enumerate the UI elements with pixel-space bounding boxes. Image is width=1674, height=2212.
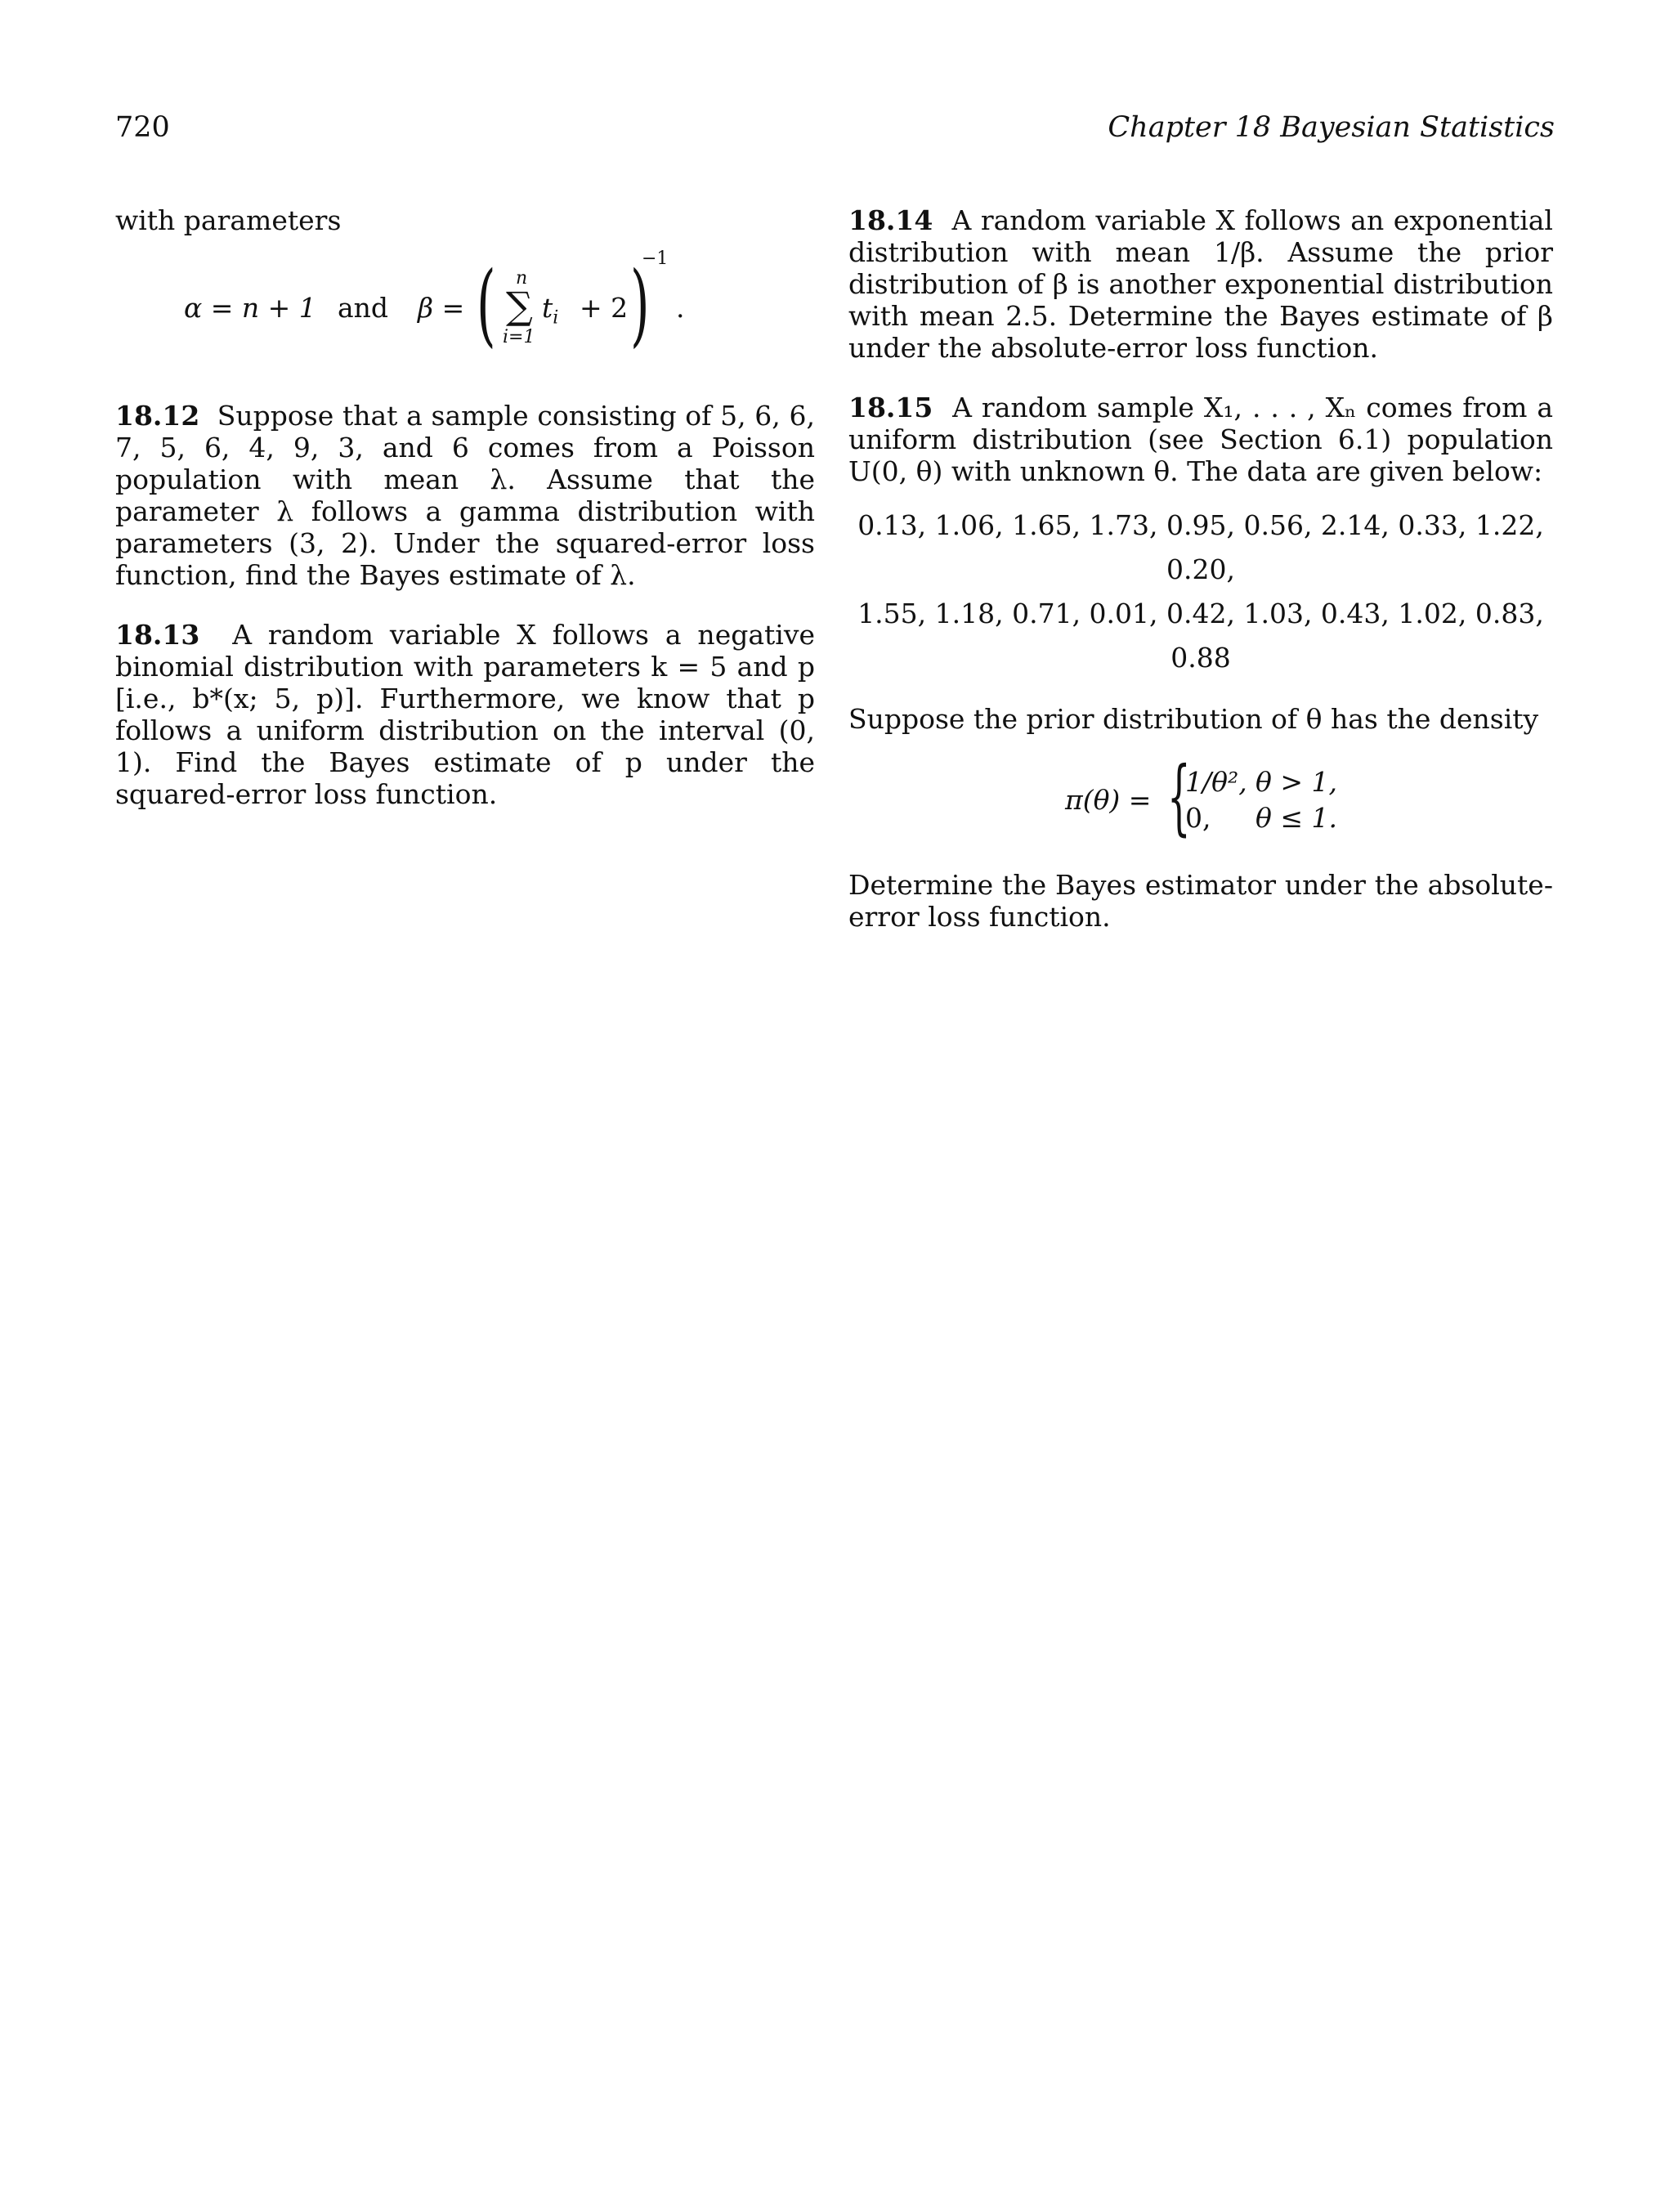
problem-18-14: 18.14 A random variable X follows an exponential distribution with mean 1/β. Assume the prior distribution of β is another exponential distribution with mean 2.5. Determine the Bayes estimate of β under the absolute-error loss function. (848, 204, 1553, 364)
right-parenthesis: ) (630, 252, 650, 356)
plus-two: + 2 (580, 292, 629, 324)
data-line-2: 1.55, 1.18, 0.71, 0.01, 0.42, 1.03, 0.43, 1.02, 0.83, 0.88 (857, 598, 1544, 674)
running-title: Chapter 18 Bayesian Statistics (1108, 111, 1555, 144)
right-column (848, 204, 1553, 933)
prior-density-formula (848, 749, 1553, 844)
sum-upper-limit: n (516, 268, 528, 289)
density-lhs: π(θ) = (1065, 784, 1152, 816)
problem-18-12: 18.12 Suppose that a sample consisting of 5, 6, 6, 7, 5, 6, 4, 9, 3, and 6 comes from a Poisson population with mean λ. Assume that the parameter λ follows a gamma distribution with parameters (3, 2). Under the squared-error loss function, find the Bayes estimate of λ. (115, 400, 815, 591)
page-number: 720 (115, 111, 170, 144)
closing-text: Determine the Bayes estimator under the absolute-error loss function. (848, 869, 1553, 933)
summand: $t_i$ (542, 292, 559, 329)
left-parenthesis: ( (477, 252, 496, 356)
prior-text: Suppose the prior distribution of θ has the density (848, 703, 1539, 735)
and-word: and (338, 292, 389, 324)
case1-condition: θ > 1, (1256, 766, 1337, 798)
parameter-formula (115, 244, 815, 359)
sum-lower-limit: i=1 (503, 327, 535, 347)
beta-lhs: β = (418, 292, 465, 324)
alpha-expression: α = n + 1 (184, 292, 316, 324)
case2-condition: θ ≤ 1. (1256, 802, 1337, 834)
exponent: −1 (642, 249, 669, 269)
intro-text: with parameters (115, 204, 342, 236)
case1-value: 1/θ², (1185, 766, 1247, 798)
problem-18-13: 18.13 A random variable X follows a negative binomial distribution with parameters k = 5 and p [i.e., b*(x; 5, p)]. Furthermore, we know that p follows a uniform distribution on the interval (0, 1). Find the Bayes estimate of p under the squared-error loss function. (115, 619, 816, 810)
formula-period: . (676, 292, 685, 324)
cases-brace: { (1167, 749, 1191, 844)
sample-data (848, 504, 1553, 680)
problem-18-15: 18.15 A random sample X₁, . . . , Xₙ comes from a uniform distribution (see Section 6.1) population U(0, θ) with unknown θ. The data are given below: (848, 392, 1553, 487)
sum-symbol: ∑ (506, 284, 533, 328)
case2-value: 0, (1185, 802, 1211, 834)
left-column (115, 204, 815, 838)
data-line-1: 0.13, 1.06, 1.65, 1.73, 0.95, 0.56, 2.14, 0.33, 1.22, 0.20, (857, 509, 1544, 585)
